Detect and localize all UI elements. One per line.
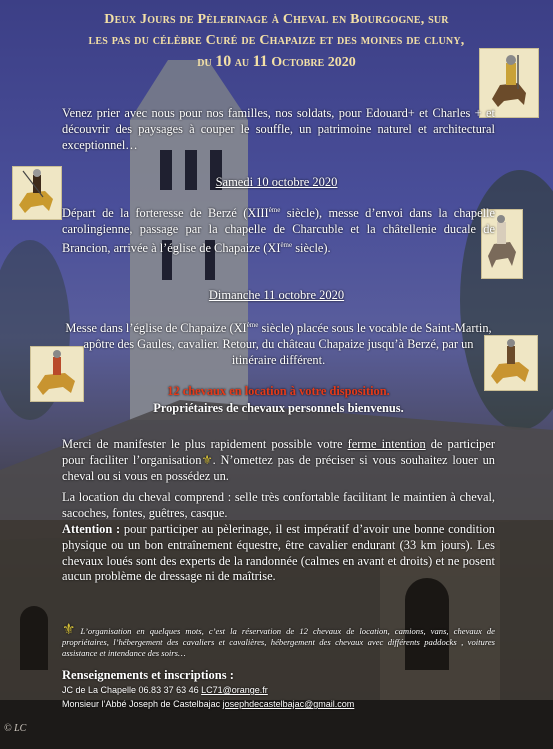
contact-1-name: JC de La Chapelle 06.83 37 63 46 (62, 685, 202, 695)
organisation-note (62, 622, 496, 659)
poster-title (40, 9, 513, 73)
owners-line: Propriétaires de chevaux personnels bienvenus. (153, 401, 404, 415)
sunday-text-a: Messe dans l’église de Chapaize (XI (65, 321, 247, 336)
title-month-year: Octobre 2020 (267, 55, 356, 70)
contacts-heading: Renseignements et inscriptions : (62, 668, 234, 682)
title-line-2: les pas du célèbre Curé de Chapaize et des moines de cluny, (88, 33, 465, 48)
title-line-1: Deux Jours de Pèlerinage à Cheval en Bourgogne, sur (104, 12, 449, 27)
merci-text-a: Merci de manifester le plus rapidement possible votre (62, 437, 348, 451)
attention-label: Attention : (62, 522, 121, 536)
merci-paragraph (62, 437, 495, 484)
location-paragraph: La location du cheval comprend : selle très confortable facilitant le maintien à cheval, sacoches, fontes, guêtres, casque. (62, 490, 495, 520)
intro-paragraph: Venez prier avec nous pour nos familles, nos soldats, pour Edouard+ et Charles + et découvrir des paysages à couper le souffle, un patrimoine naturel et architectural exceptionnel… (62, 106, 495, 152)
contact-2-email-link[interactable]: josephdecastelbajac@gmail.com (222, 699, 355, 709)
sunday-sup-a: ème (246, 321, 259, 329)
merci-text-b: de participer pour faciliter l’organisation (62, 437, 495, 467)
sunday-text-b: siècle) placée sous le vocable de Saint-Martin, apôtre des Gaules, cavalier. Retour, du château Chapaize jusqu’à Berzé, par un itinéraire différent. (83, 321, 492, 367)
title-du: du (197, 55, 216, 70)
contact-2-name: Monsieur l’Abbé Joseph de Castelbajac (62, 699, 223, 709)
saturday-text-c: siècle). (292, 240, 331, 255)
saturday-paragraph (62, 203, 495, 257)
title-au: au (231, 55, 253, 70)
attention-text: pour participer au pèlerinage, il est impératif d’avoir une bonne condition physique ou un bon entraînement équestre, être cavalier endurant (33 km jours). Les chevaux loués sont des experts de la randonnée (calmes en avant et droits) et ne posent aucun problème de dressage ni de maîtrise. (62, 522, 495, 584)
title-line-3 (40, 51, 513, 73)
title-day-1: 10 (215, 53, 232, 70)
contact-line-1 (62, 684, 495, 696)
saturday-heading: Samedi 10 octobre 2020 (215, 175, 338, 189)
organisation-note-text: L’organisation en quelques mots, c’est la réservation de 12 chevaux de location, camions, vans, chevaux de propriétaires, l’hébergement des cavaliers et cavalières, hébergement des chevaux avec différents paddocks , voitures assistance et intendance des soirs… (62, 626, 496, 658)
saturday-sup-a: ème (268, 206, 281, 214)
saturday-text-b: siècle), messe d’envoi dans la chapelle carolingienne, passage par la chapelle de Charcuble et la châtellenie ducale de Brancion, arrivée à l’église de Chapaize (XI (62, 206, 495, 255)
saturday-text-a: Départ de la forteresse de Berzé (XIII (62, 206, 269, 221)
merci-text-c: . N’omettez pas de préciser si vous souhaitez louer un cheval ou si vous en possédez un. (62, 452, 495, 483)
signature-mark: © LC (4, 723, 27, 734)
rental-line: 12 chevaux en location à votre disposition. (167, 384, 390, 398)
title-day-2: 11 (252, 53, 268, 70)
contact-line-2 (62, 698, 495, 710)
attention-paragraph (62, 522, 495, 585)
fleur-de-lis-icon-2: ⚜ (62, 622, 76, 638)
contact-1-email-link[interactable]: LC71@orange.fr (201, 685, 268, 695)
saturday-sup-b: ème (280, 240, 293, 249)
fleur-de-lis-icon: ⚜ (201, 452, 213, 467)
sunday-heading: Dimanche 11 octobre 2020 (208, 288, 345, 302)
merci-underlined: ferme intention (347, 437, 426, 451)
sunday-paragraph (62, 318, 495, 369)
